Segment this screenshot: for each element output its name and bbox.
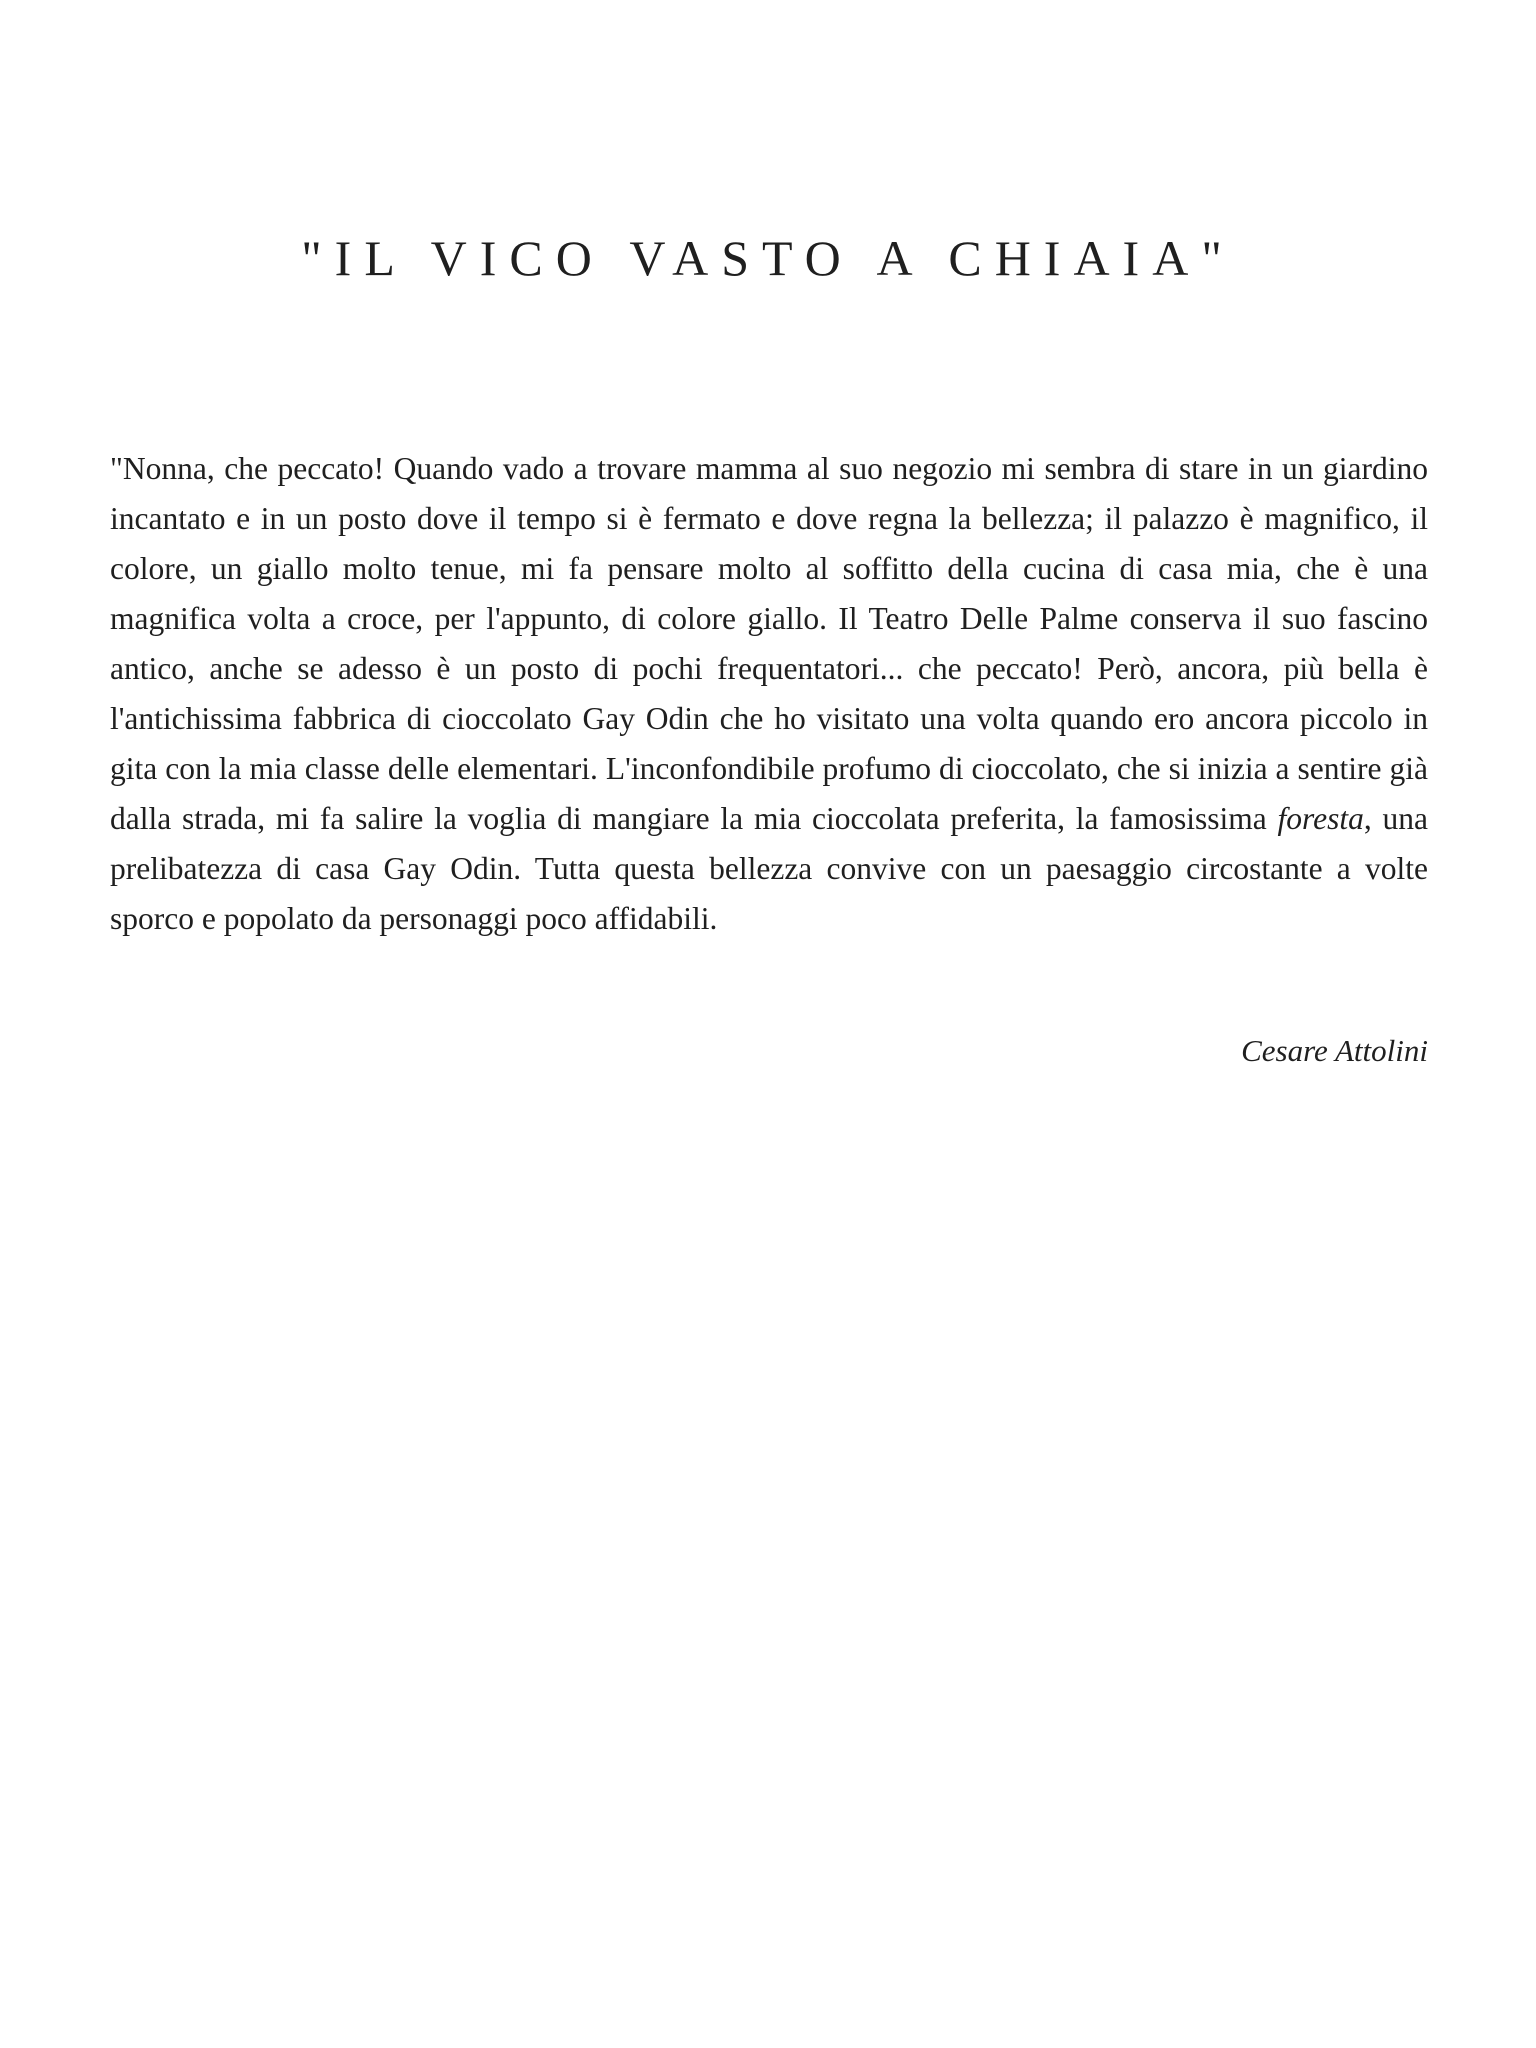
document-title: "IL VICO VASTO A CHIAIA"	[301, 230, 1235, 286]
paragraph-text-end: , una prelibatezza di casa Gay Odin. Tutta questa bellezza convive con un paesaggio circostante a volte sporco e popolato da personaggi poco affidabili.	[110, 801, 1428, 936]
paragraph-text-start: "Nonna, che peccato! Quando vado a trovare mamma al suo negozio mi sembra di stare in un giardino incantato e in un posto dove il tempo si è fermato e dove regna la bellezza; il palazzo è magnifico, il colore, un giallo molto tenue, mi fa pensare molto al soffitto della cucina di casa mia, che è una magnifica volta a croce, per l'appunto, di colore giallo. Il Teatro Delle Palme conserva il suo fascino antico, anche se adesso è un posto di pochi frequentatori... che peccato! Però, ancora, più bella è l'antichissima fabbrica di cioccolato Gay Odin che ho visitato una volta quando ero ancora piccolo in gita con la mia classe delle elementari. L'inconfondibile profumo di cioccolato, che si inizia a sentire già dalla strada, mi fa salire la voglia di mangiare la mia cioccolata preferita, la famosissima	[110, 451, 1428, 836]
author-signature: Cesare Attolini	[1241, 1033, 1428, 1068]
body-paragraph	[110, 444, 1428, 944]
italic-word-foresta: foresta	[1277, 801, 1364, 836]
